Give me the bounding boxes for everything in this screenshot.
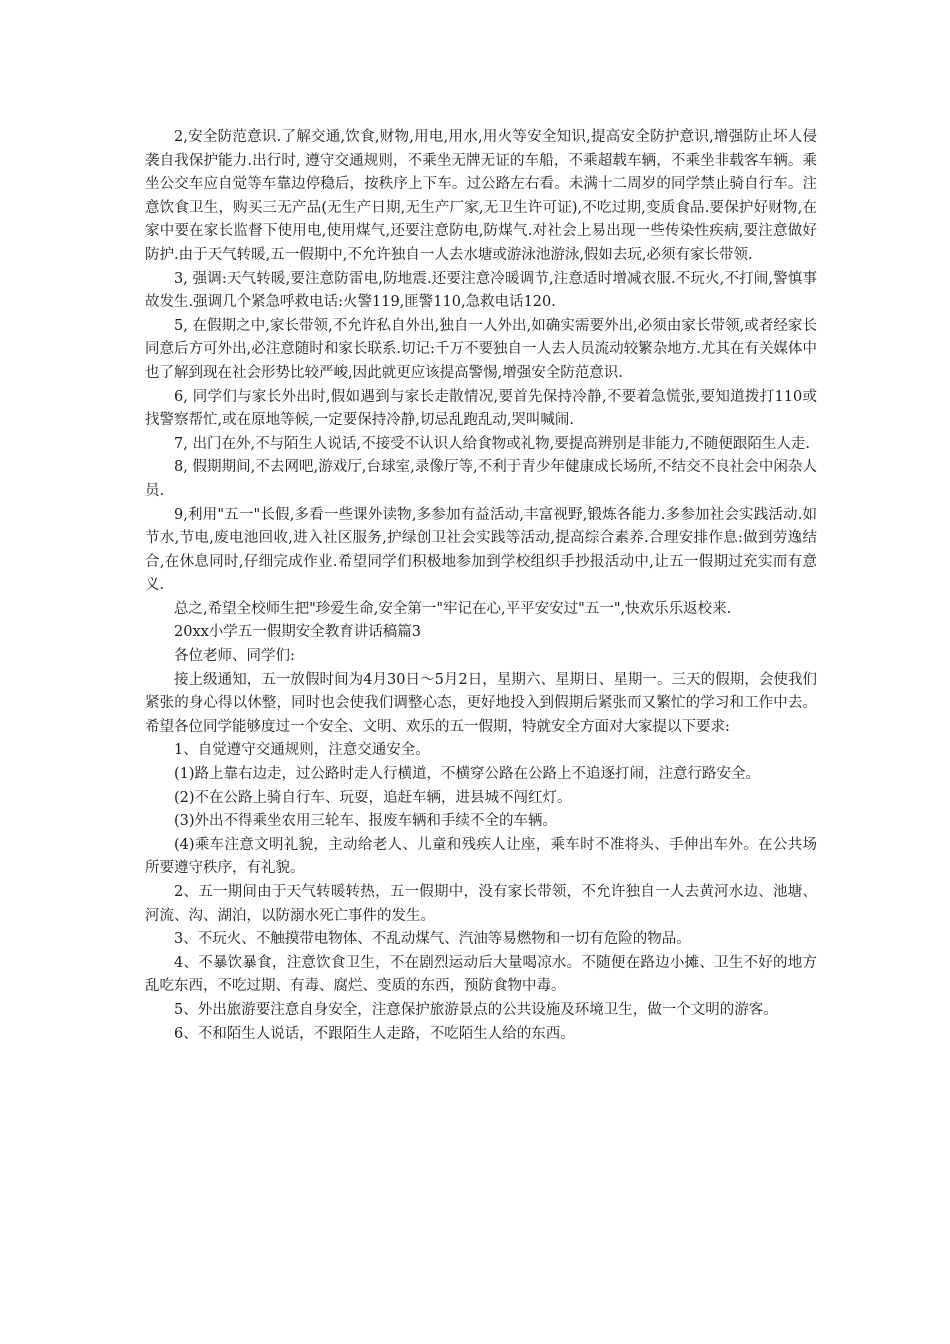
paragraph-strangers: 7, 出门在外,不与陌生人说话,不接受不认识人给食物或礼物,要提高辨别是非能力,不随便跟陌生人走. xyxy=(174,435,810,452)
paragraph-fire-safety: 3、不玩火、不触摸带电物体、不乱动煤气、汽油等易燃物和一切有危险的物品。 xyxy=(174,931,691,948)
paragraph-avoid-venues: 8, 假期期间,不去网吧,游戏厅,台球室,录像厅等,不利于青少年健康成长场所,不结交不良社会中闲杂人员. xyxy=(145,459,817,499)
paragraph-food-safety: 4、不暴饮暴食，注意饮食卫生，不在剧烈运动后大量喝凉水。不随便在路边小摊、卫生不好的地方乱吃东西，不吃过期、有毒、腐烂、变质的东西，预防食物中毒。 xyxy=(145,954,817,995)
paragraph-traffic-rules: 1、自觉遵守交通规则，注意交通安全。 xyxy=(174,742,430,759)
paragraph-item-4: (4)乘车注意文明礼貌，主动给老人、儿童和残疾人让座，乘车时不准将头、手伸出车外。在公共场所要遵守秩序，有礼貌。 xyxy=(145,836,817,877)
paragraph-notice: 接上级通知，五一放假时间为4月30日～5月2日，星期六、星期日、星期一。三天的假期，会使我们紧张的身心得以休整，同时也会使我们调整心态，更好地投入到假期后紧张而又繁忙的学习和工作中去。希望各位同学能够度过一个安全、文明、欢乐的五一假期，特就安全方面对大家提以下要求: xyxy=(145,671,817,735)
paragraph-safety-awareness: 2,安全防范意识.了解交通,饮食,财物,用电,用水,用火等安全知识,提高安全防护意识,增强防止坏人侵袭自我保护能力.出行时, 遵守交通规则，不乘坐无牌无证的车船，不乘超载车辆，不乘坐非载客车辆。乘坐公交车应自觉等车靠边停稳后，按秩序上下车。过公路左右看。未满十二周岁的同学禁止骑自行车。注意饮食卫生，购买三无产品(无生产日期,无生产厂家,无卫生许可证),不吃过期,变质食品.要保护好财物,在家中要在家长监督下使用电,使用煤气,还要注意防电,防煤气.对社会上易出现一些传染性疾病,要注意做好防护.由于天气转暖,五一假期中,不允许独自一人去水塘或游泳池游泳,假如去玩,必须有家长带领. xyxy=(145,129,817,263)
paragraph-item-1: (1)路上靠右边走，过公路时走人行横道，不横穿公路在公路上不追逐打闹，注意行路安全。 xyxy=(174,766,761,783)
paragraph-summary: 总之,希望全校师生把"珍爱生命,安全第一"牢记在心,平平安安过"五一",快欢乐乐返校来. xyxy=(174,600,732,617)
paragraph-stranger-danger: 6、不和陌生人说话，不跟陌生人走路，不吃陌生人给的东西。 xyxy=(174,1025,575,1042)
paragraph-item-3: (3)外出不得乘坐农用三轮车、报废车辆和手续不全的车辆。 xyxy=(174,813,558,830)
paragraph-item-2: (2)不在公路上骑自行车、玩耍，追赶车辆，进县城不闯红灯。 xyxy=(174,789,572,806)
paragraph-drowning-prevention: 2、五一期间由于天气转暖转热，五一假期中，没有家长带领，不允许独自一人去黄河水边、池塘、河流、沟、湖泊，以防溺水死亡事件的发生。 xyxy=(145,884,817,924)
paragraph-holiday-activities: 9,利用"五一"长假,多看一些课外读物,多参加有益活动,丰富视野,锻炼各能力.多参加社会实践活动.如节水,节电,废电池回收,进入社区服务,护绿创卫社会实践等活动,提高综合素养.合理安排作息:做到劳逸结合,在休息同时,仔细完成作业.希望同学们积极地参加到学校组织手抄报活动中,让五一假期过充实而有意义. xyxy=(145,506,817,594)
paragraph-travel-safety: 5、外出旅游要注意自身安全，注意保护旅游景点的公共设施及环境卫生，做一个文明的游客。 xyxy=(174,1001,778,1018)
paragraph-greeting: 各位老师、同学们: xyxy=(174,648,295,665)
paragraph-parent-supervision: 5, 在假期之中,家长带领,不允许私自外出,独自一人外出,如确实需要外出,必须由家长带领,或者经家长同意后方可外出,必注意随时和家长联系.切记:千万不要独自一人去人员流动较繁杂地方.尤其在有关媒体中也了解到现在社会形势比较严峻,因此就更应该提高警惕,增强安全防范意识. xyxy=(145,317,817,381)
section-heading: 20xx小学五一假期安全教育讲话稿篇3 xyxy=(174,624,422,641)
document-body xyxy=(145,126,817,1046)
paragraph-lost-from-parents: 6, 同学们与家长外出时,假如遇到与家长走散情况,要首先保持冷静,不要着急慌张,要知道拨打110或找警察帮忙,或在原地等候,一定要保持冷静,切忌乱跑乱动,哭叫喊闹. xyxy=(145,388,817,429)
paragraph-weather-emphasis: 3, 强调:天气转暖,要注意防雷电,防地震.还要注意冷暖调节,注意适时增减衣服.不玩火,不打闹,警慎事故发生.强调几个紧急呼救电话:火警119,匪警110,急救电话120. xyxy=(145,270,817,311)
